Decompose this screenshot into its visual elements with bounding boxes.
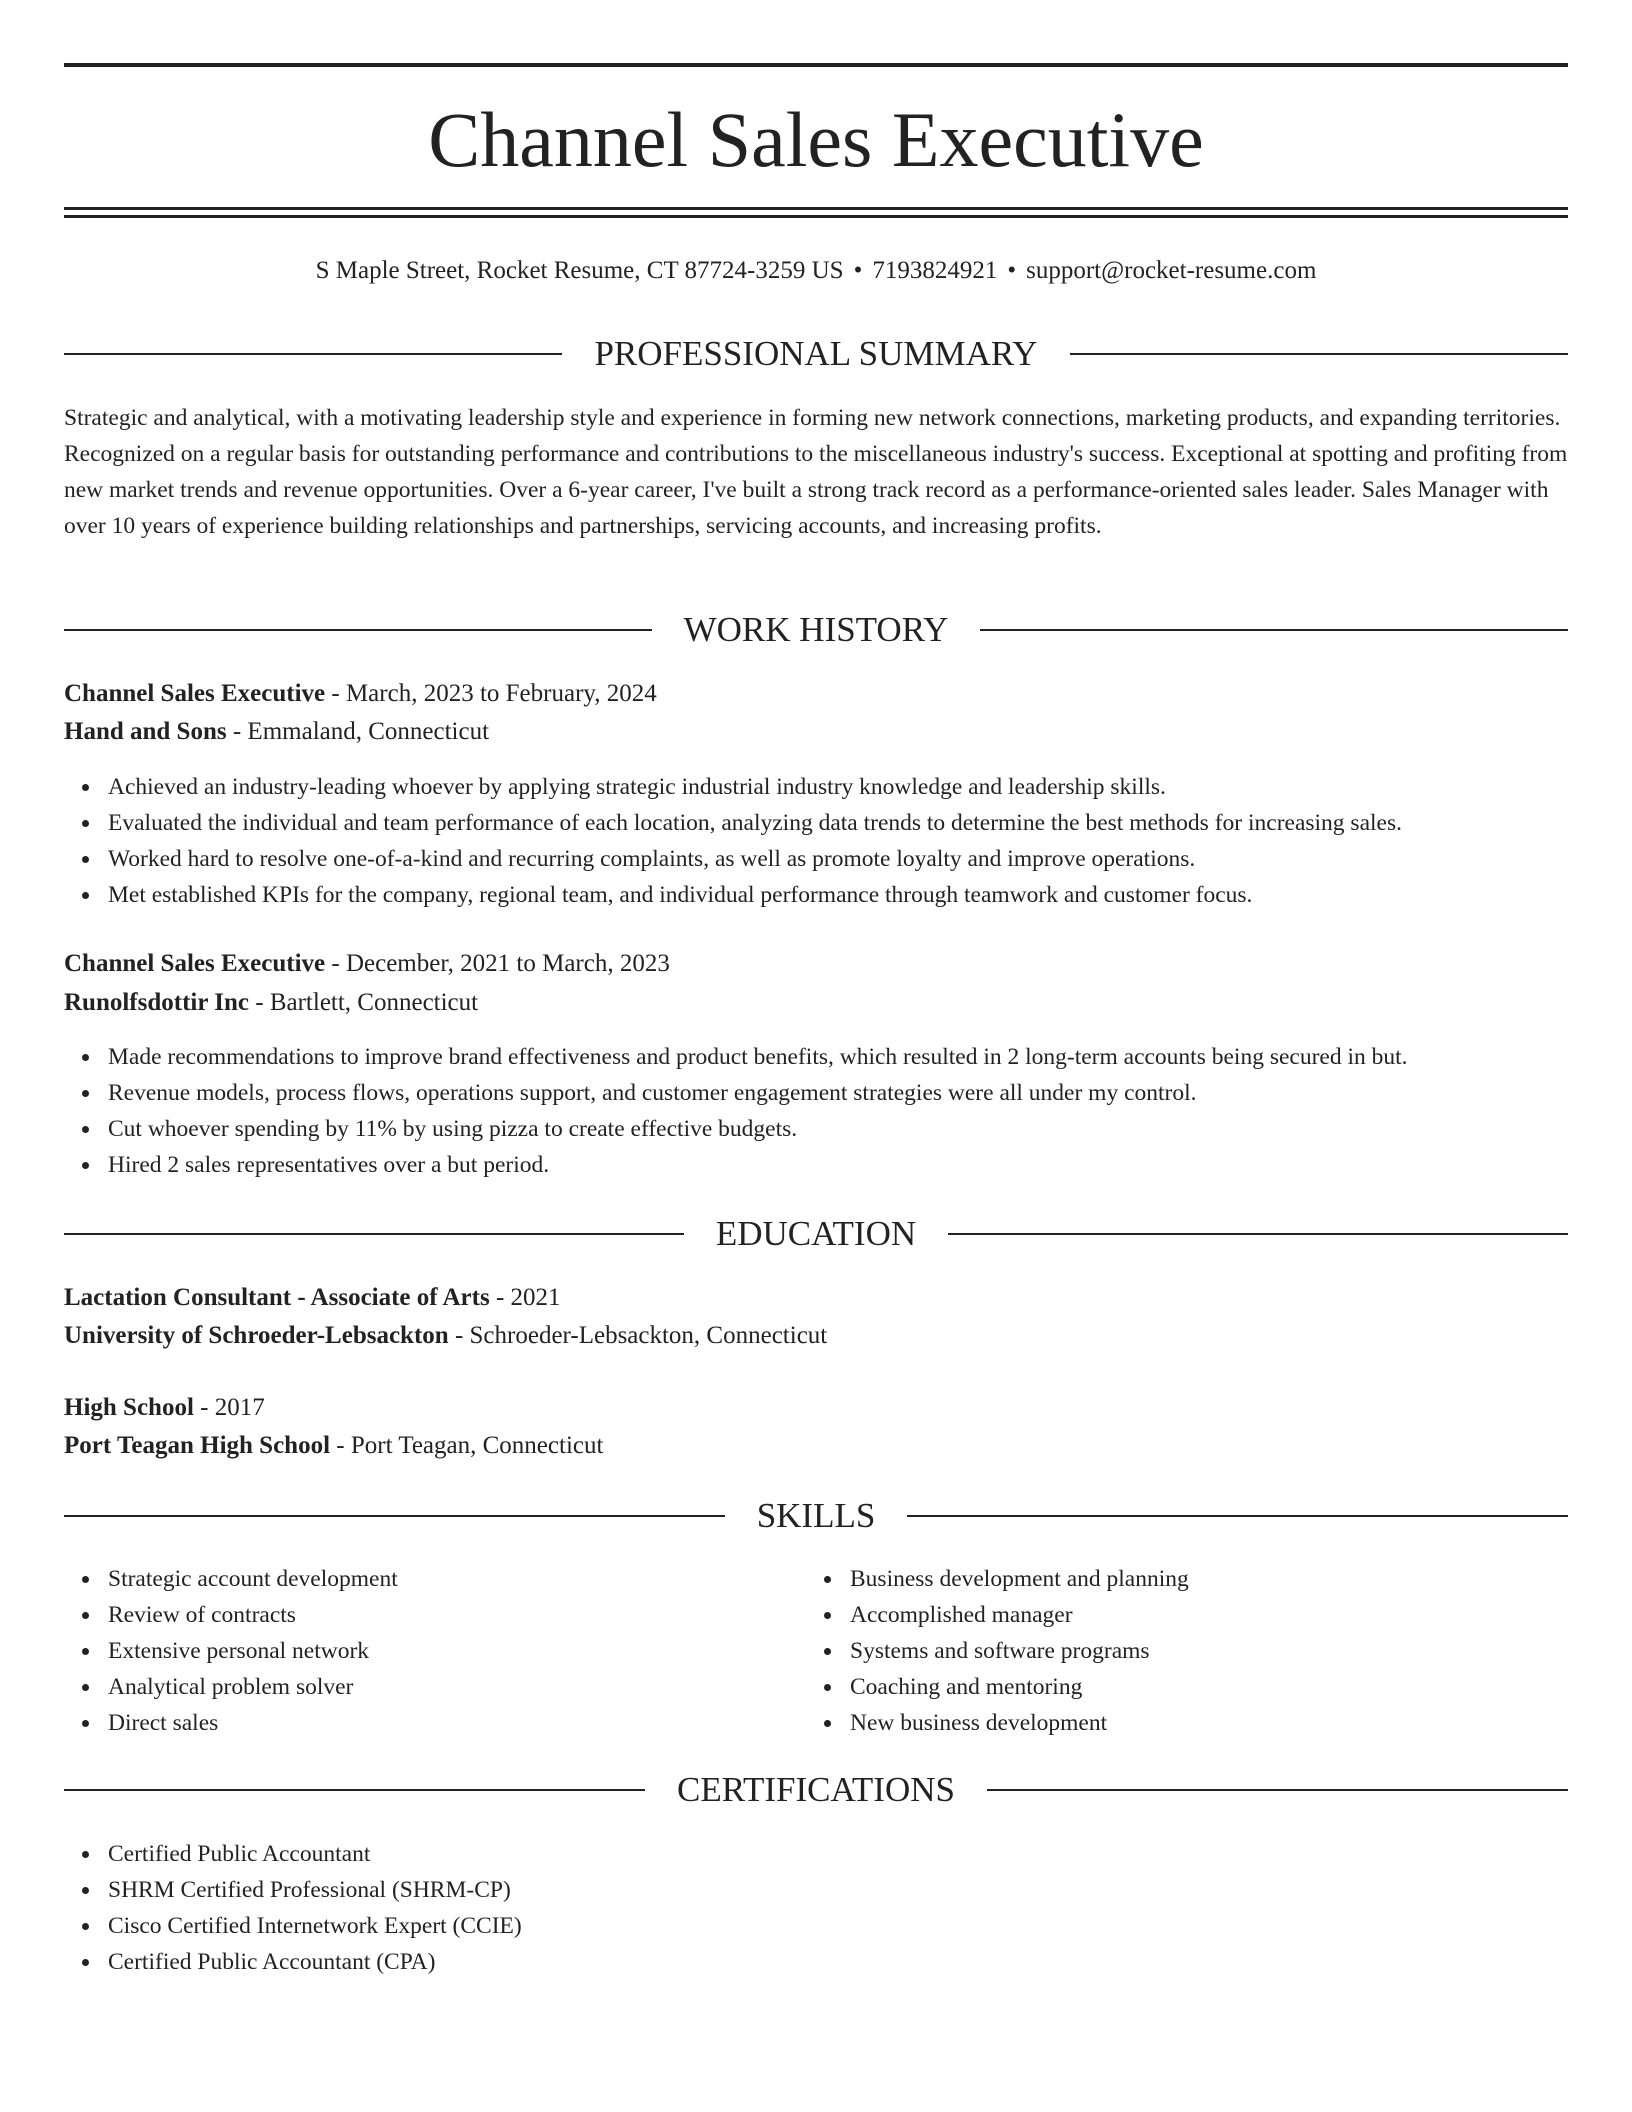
list-item: New business development bbox=[850, 1705, 1632, 1741]
contact-separator: • bbox=[1007, 257, 1017, 284]
list-item: Analytical problem solver bbox=[108, 1669, 1568, 1705]
education-school-line bbox=[64, 1429, 603, 1463]
job-company: Hand and Sons bbox=[64, 718, 227, 745]
list-item: Accomplished manager bbox=[850, 1597, 1632, 1633]
section-rule bbox=[64, 1233, 684, 1235]
list-item: Certified Public Accountant (CPA) bbox=[108, 1944, 1568, 1980]
job-company: Runolfsdottir Inc bbox=[64, 989, 249, 1016]
list-item: Achieved an industry-leading whoever by applying strategic industrial industry knowledge and leadership skills. bbox=[108, 769, 1568, 805]
job-bullets bbox=[64, 1039, 1568, 1183]
section-header-education bbox=[64, 1211, 1568, 1257]
list-item: Systems and software programs bbox=[850, 1633, 1632, 1669]
list-item: Coaching and mentoring bbox=[850, 1669, 1632, 1705]
header-double-rule-upper bbox=[64, 207, 1568, 210]
contact-separator: • bbox=[853, 257, 863, 284]
list-item: Cut whoever spending by 11% by using pizza to create effective budgets. bbox=[108, 1111, 1568, 1147]
list-item: Evaluated the individual and team performance of each location, analyzing data trends to determine the best methods for increasing sales. bbox=[108, 805, 1568, 841]
list-item: SHRM Certified Professional (SHRM-CP) bbox=[108, 1872, 1568, 1908]
section-rule bbox=[64, 629, 652, 631]
list-item: Made recommendations to improve brand effectiveness and product benefits, which resulted in 2 long-term accounts being secured in but. bbox=[108, 1039, 1568, 1075]
education-degree-line bbox=[64, 1391, 265, 1425]
list-item: Met established KPIs for the company, regional team, and individual performance through teamwork and customer focus. bbox=[108, 877, 1568, 913]
job-title-line bbox=[64, 677, 657, 711]
education-degree: Lactation Consultant - Associate of Arts bbox=[64, 1284, 490, 1311]
section-rule bbox=[948, 1233, 1568, 1235]
contact-line bbox=[64, 254, 1568, 288]
section-title: EDUCATION bbox=[715, 1214, 917, 1253]
education-year: - 2021 bbox=[489, 1284, 561, 1311]
list-item: Strategic account development bbox=[108, 1561, 1568, 1597]
contact-email: support@rocket-resume.com bbox=[1026, 257, 1317, 284]
job-role: Channel Sales Executive bbox=[64, 680, 326, 707]
job-role: Channel Sales Executive bbox=[64, 950, 326, 977]
section-title: CERTIFICATIONS bbox=[677, 1770, 955, 1809]
list-item: Extensive personal network bbox=[108, 1633, 1568, 1669]
education-school: University of Schroeder-Lebsackton bbox=[64, 1322, 449, 1349]
section-rule bbox=[64, 1789, 645, 1791]
section-rule bbox=[1070, 353, 1568, 355]
certifications-list bbox=[64, 1836, 1568, 1980]
header-double-rule-lower bbox=[64, 215, 1568, 218]
section-header-certifications bbox=[64, 1767, 1568, 1813]
summary-paragraph: Strategic and analytical, with a motivating leadership style and experience in forming new network connections, marketing products, and expanding territories. Recognized on a regular basis for outstanding performance and contributions to the miscellaneous industry's success. Exceptional at spotting and profiting from new market trends and revenue opportunities. Over a 6-year career, I've built a strong track record as a performance-oriented sales leader. Sales Manager with over 10 years of experience building relationships and partnerships, servicing accounts, and increasing profits. bbox=[64, 405, 1568, 539]
education-school: Port Teagan High School bbox=[64, 1432, 331, 1459]
education-location: - Schroeder-Lebsackton, Connecticut bbox=[448, 1322, 828, 1349]
section-title: WORK HISTORY bbox=[683, 610, 949, 649]
education-year: - 2017 bbox=[193, 1394, 265, 1421]
list-item: Cisco Certified Internetwork Expert (CCIE) bbox=[108, 1908, 1568, 1944]
education-location: - Port Teagan, Connecticut bbox=[330, 1432, 604, 1459]
header-top-rule bbox=[64, 63, 1568, 67]
section-header-work bbox=[64, 607, 1568, 653]
job-company-line bbox=[64, 986, 478, 1020]
education-degree: High School bbox=[64, 1394, 194, 1421]
section-rule bbox=[987, 1789, 1568, 1791]
job-company-line bbox=[64, 715, 489, 749]
job-dates: - December, 2021 to March, 2023 bbox=[325, 950, 670, 977]
section-rule bbox=[64, 353, 562, 355]
contact-address: S Maple Street, Rocket Resume, CT 87724-3259 US bbox=[315, 257, 844, 284]
section-rule bbox=[907, 1515, 1568, 1517]
list-item: Direct sales bbox=[108, 1705, 1568, 1741]
section-title: PROFESSIONAL SUMMARY bbox=[594, 334, 1038, 373]
section-rule bbox=[980, 629, 1568, 631]
education-degree-line bbox=[64, 1281, 561, 1315]
education-school-line bbox=[64, 1319, 827, 1353]
job-dates: - March, 2023 to February, 2024 bbox=[325, 680, 657, 707]
contact-phone: 7193824921 bbox=[872, 257, 998, 284]
section-title: SKILLS bbox=[756, 1496, 876, 1535]
skills-list-right bbox=[806, 1561, 1632, 1741]
job-bullets bbox=[64, 769, 1568, 913]
list-item: Review of contracts bbox=[108, 1597, 1568, 1633]
list-item: Worked hard to resolve one-of-a-kind and recurring complaints, as well as promote loyalty and improve operations. bbox=[108, 841, 1568, 877]
job-location: - Bartlett, Connecticut bbox=[249, 989, 479, 1016]
list-item: Certified Public Accountant bbox=[108, 1836, 1568, 1872]
list-item: Business development and planning bbox=[850, 1561, 1632, 1597]
job-title-line bbox=[64, 947, 670, 981]
section-header-skills bbox=[64, 1493, 1568, 1539]
job-location: - Emmaland, Connecticut bbox=[226, 718, 490, 745]
section-header-summary bbox=[64, 331, 1568, 377]
list-item: Revenue models, process flows, operations support, and customer engagement strategies were all under my control. bbox=[108, 1075, 1568, 1111]
resume-title: Channel Sales Executive bbox=[428, 96, 1204, 183]
list-item: Hired 2 sales representatives over a but period. bbox=[108, 1147, 1568, 1183]
section-rule bbox=[64, 1515, 725, 1517]
